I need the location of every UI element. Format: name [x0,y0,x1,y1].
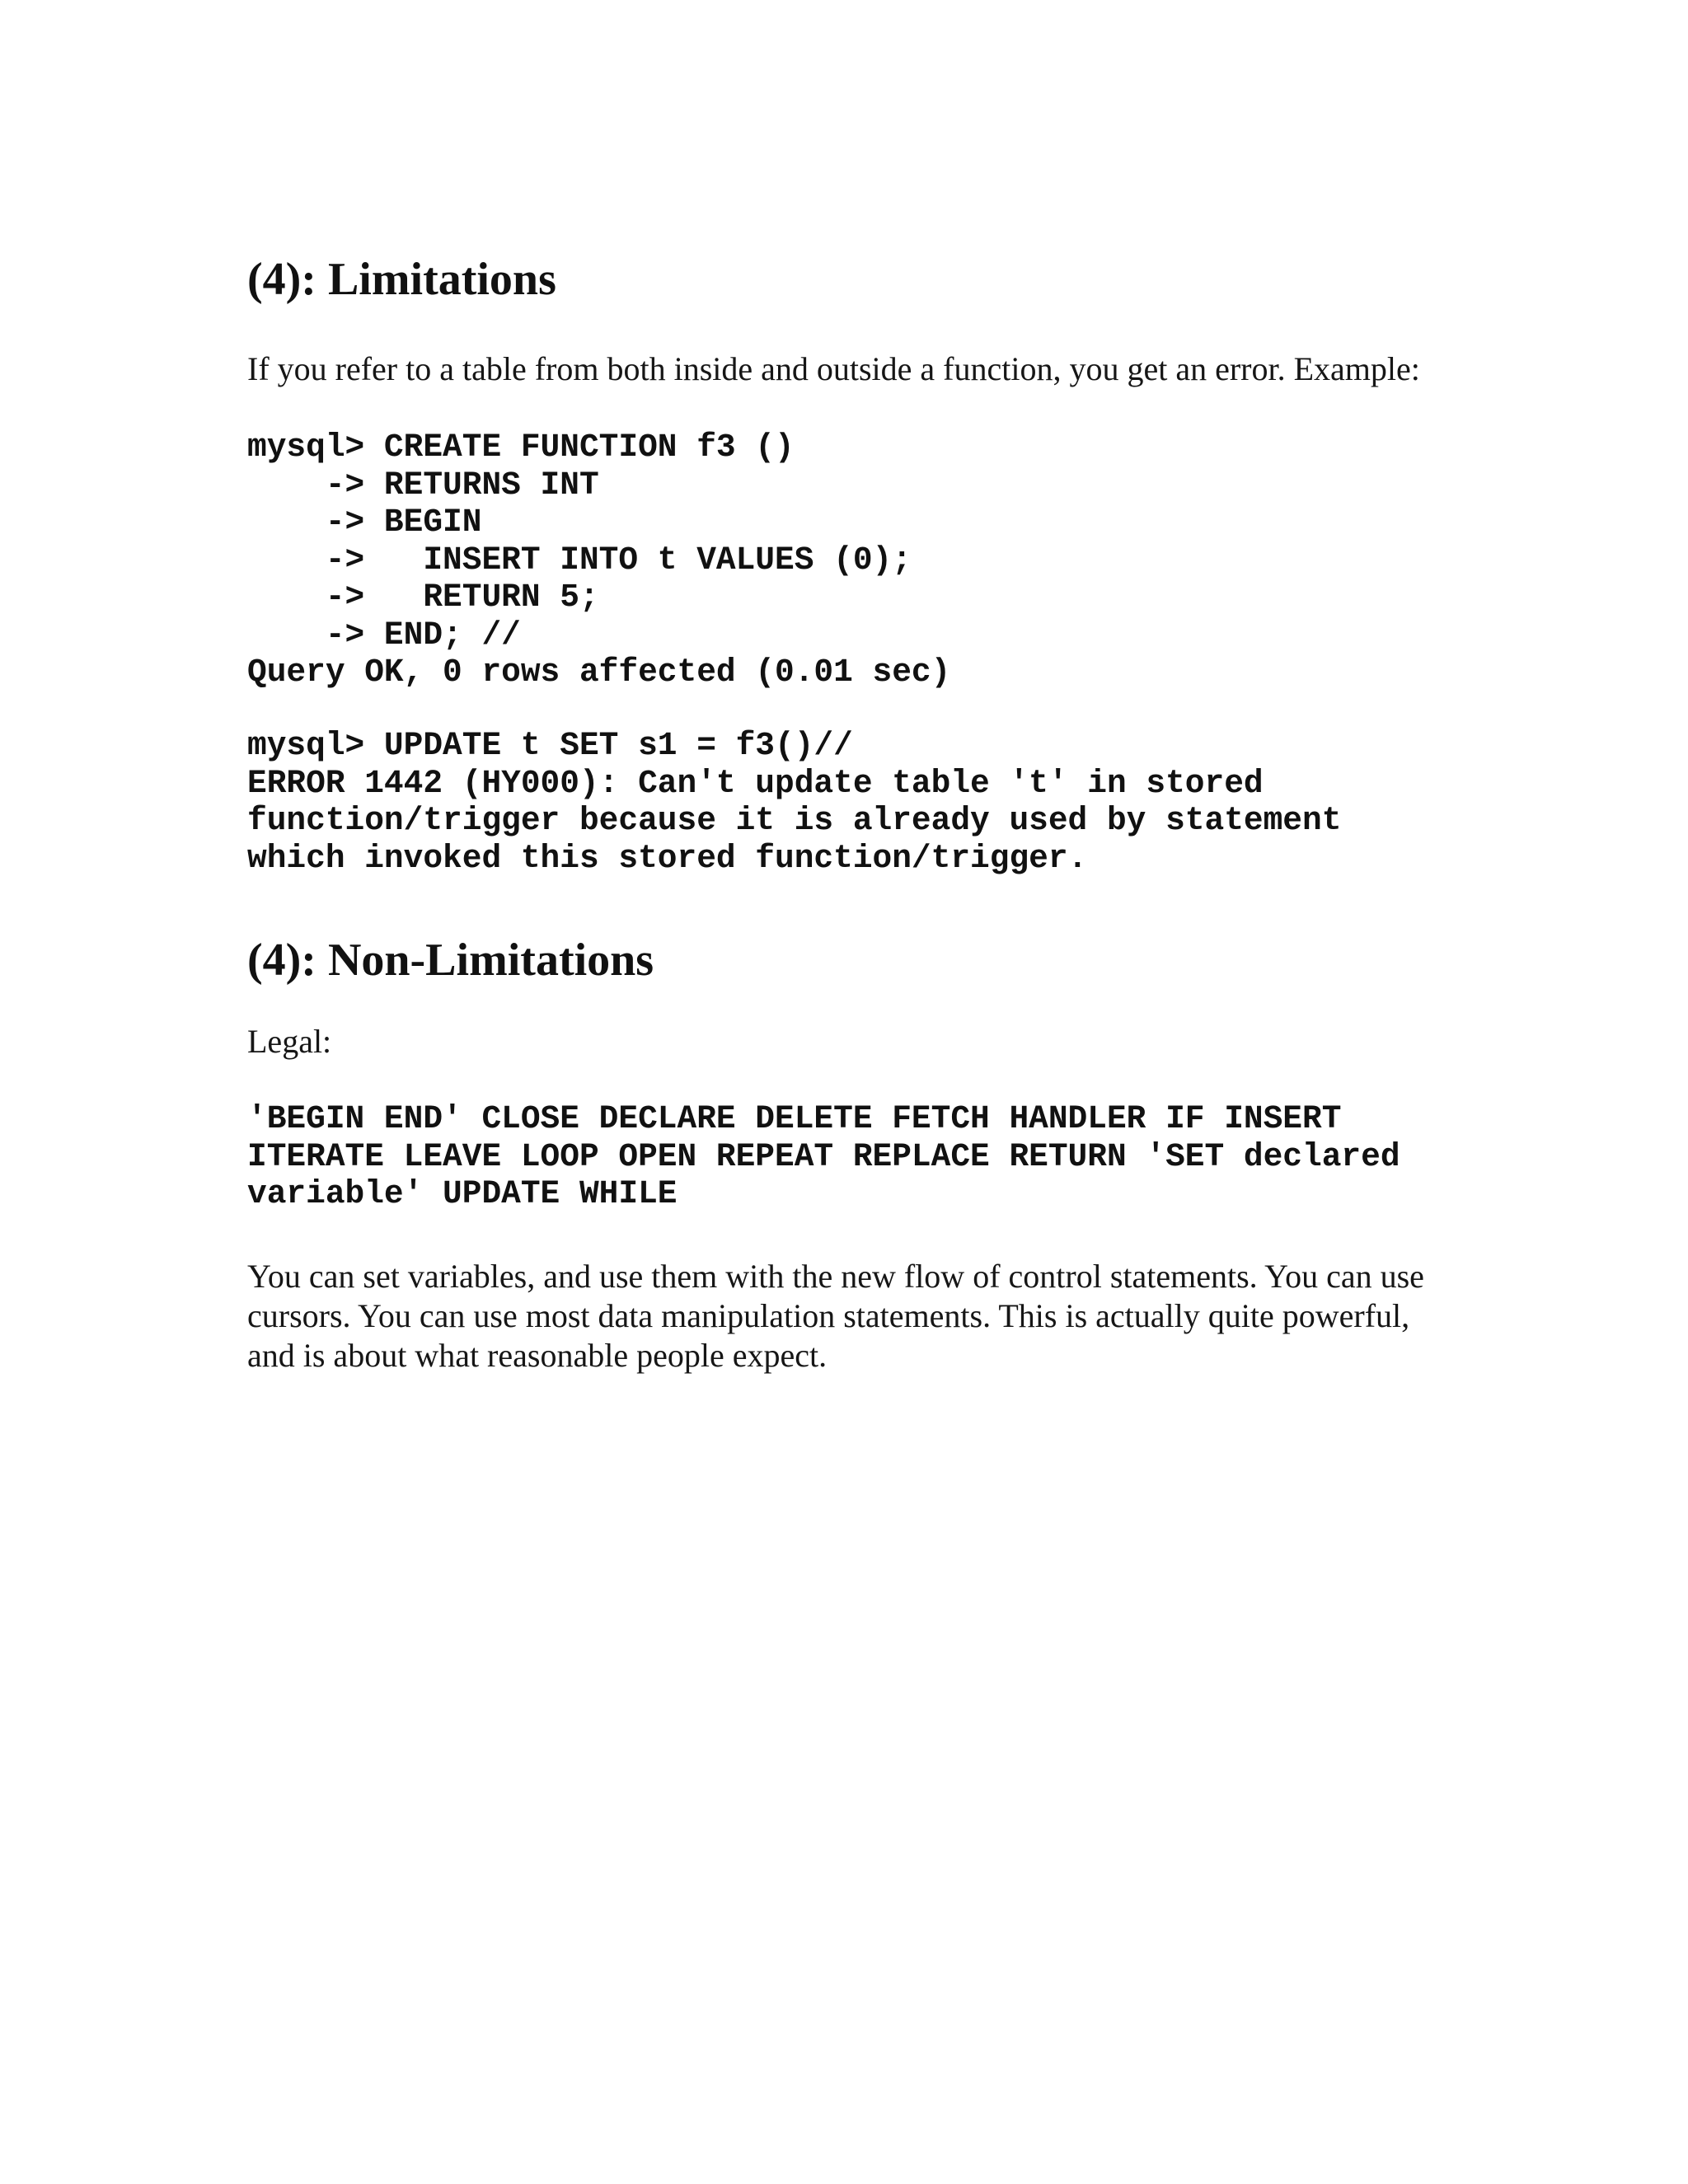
code-line: ITERATE LEAVE LOOP OPEN REPEAT REPLACE RETURN 'SET declared [247,1137,1400,1175]
code-line: -> RETURN 5; [247,579,599,616]
closing-paragraph: You can set variables, and use them with the new flow of control statements. You can use cursors. You can use most data manipulation statements. This is actually quite powerful, and is about what reasonable people expect. [247,1258,1424,1374]
code-line: function/trigger because it is already used by statement [247,802,1342,839]
code-line: 'BEGIN END' CLOSE DECLARE DELETE FETCH HANDLER IF INSERT [247,1100,1342,1137]
intro-paragraph: If you refer to a table from both inside and outside a function, you get an error. Example: [247,350,1420,387]
code-line: mysql> CREATE FUNCTION f3 () [247,429,795,466]
code-block-legal-statements [247,1100,1400,1213]
code-line: -> RETURNS INT [247,466,599,504]
code-block-update-error [247,727,1341,877]
section-heading-limitations: (4): Limitations [247,254,556,305]
code-line: ERROR 1442 (HY000): Can't update table 't' in stored [247,764,1264,802]
code-block-create-function [247,429,950,691]
section-heading-non-limitations: (4): Non-Limitations [247,935,654,986]
code-line: -> INSERT INTO t VALUES (0); [247,541,912,579]
legal-label: Legal: [247,1023,332,1060]
code-line: mysql> UPDATE t SET s1 = f3()// [247,727,853,764]
code-line: Query OK, 0 rows affected (0.01 sec) [247,654,951,691]
code-line: variable' UPDATE WHILE [247,1175,678,1212]
code-line: which invoked this stored function/trigger. [247,839,1088,877]
code-line: -> BEGIN [247,504,482,541]
code-line: -> END; // [247,616,521,654]
